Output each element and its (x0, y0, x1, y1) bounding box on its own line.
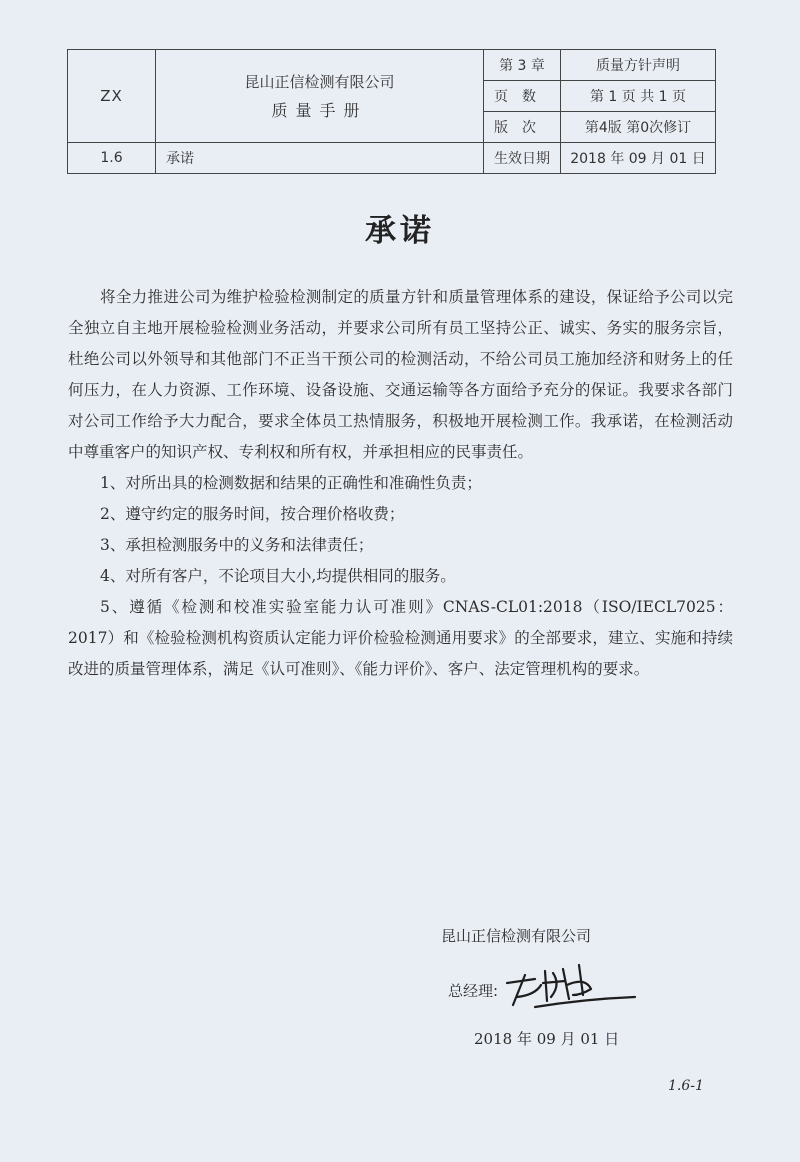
effective-date-label: 生效日期 (484, 143, 561, 174)
body-text (68, 282, 733, 685)
manual-name: 质量手册 (271, 101, 368, 120)
chapter-label: 第 3 章 (484, 50, 561, 81)
commitment-item-2: 2、遵守约定的服务时间，按合理价格收费； (100, 505, 405, 523)
section-number: 1.6 (68, 143, 156, 174)
page-title: 承诺 (365, 213, 435, 249)
pages-label: 页数 (484, 81, 561, 112)
signature-date: 2018 年 09 月 01 日 (474, 1030, 620, 1048)
commitment-item-4: 4、对所有客户，不论项目大小,均提供相同的服务。 (100, 567, 456, 585)
section-title: 承诺 (156, 143, 484, 174)
edition-label: 版次 (484, 112, 561, 143)
edition-value: 第4版 第0次修订 (561, 112, 716, 143)
header-title-cell (156, 50, 484, 143)
commitment-item-5: 5、遵循《检测和校准实验室能力认可准则》CNAS-CL01:2018（ISO/IECL7025：2017）和《检验检测机构资质认定能力评价检验检测通用要求》的全部要求，建立、实施和持续改进的质量管理体系，满足《认可准则》、《能力评价》、客户、法定管理机构的要求。 (68, 598, 733, 678)
header-table (67, 49, 716, 174)
document-code: ZX (68, 50, 156, 143)
signature-role-label: 总经理: (448, 982, 499, 1000)
company-name: 昆山正信检测有限公司 (244, 73, 395, 91)
effective-date-value: 2018 年 09 月 01 日 (561, 143, 716, 174)
commitment-item-1: 1、对所出具的检测数据和结果的正确性和准确性负责； (100, 474, 482, 492)
commitment-item-3: 3、承担检测服务中的义务和法律责任； (100, 536, 374, 554)
pages-value: 第 1 页 共 1 页 (561, 81, 716, 112)
intro-paragraph: 将全力推进公司为维护检验检测制定的质量方针和质量管理体系的建设，保证给予公司以完全独立自主地开展检验检测业务活动，并要求公司所有员工坚持公正、诚实、务实的服务宗旨，杜绝公司以外领导和其他部门不正当干预公司的检测活动，不给公司员工施加经济和财务上的任何压力，在人力资源、工作环境、设备设施、交通运输等各方面给予充分的保证。我要求各部门对公司工作给予大力配合，要求全体员工热情服务，积极地开展检测工作。我承诺，在检测活动中尊重客户的知识产权、专利权和所有权，并承担相应的民事责任。 (68, 288, 733, 461)
chapter-value: 质量方针声明 (561, 50, 716, 81)
signature-company: 昆山正信检测有限公司 (441, 927, 592, 945)
page-number: 1.6-1 (668, 1078, 704, 1094)
handwritten-signature (495, 955, 645, 1015)
